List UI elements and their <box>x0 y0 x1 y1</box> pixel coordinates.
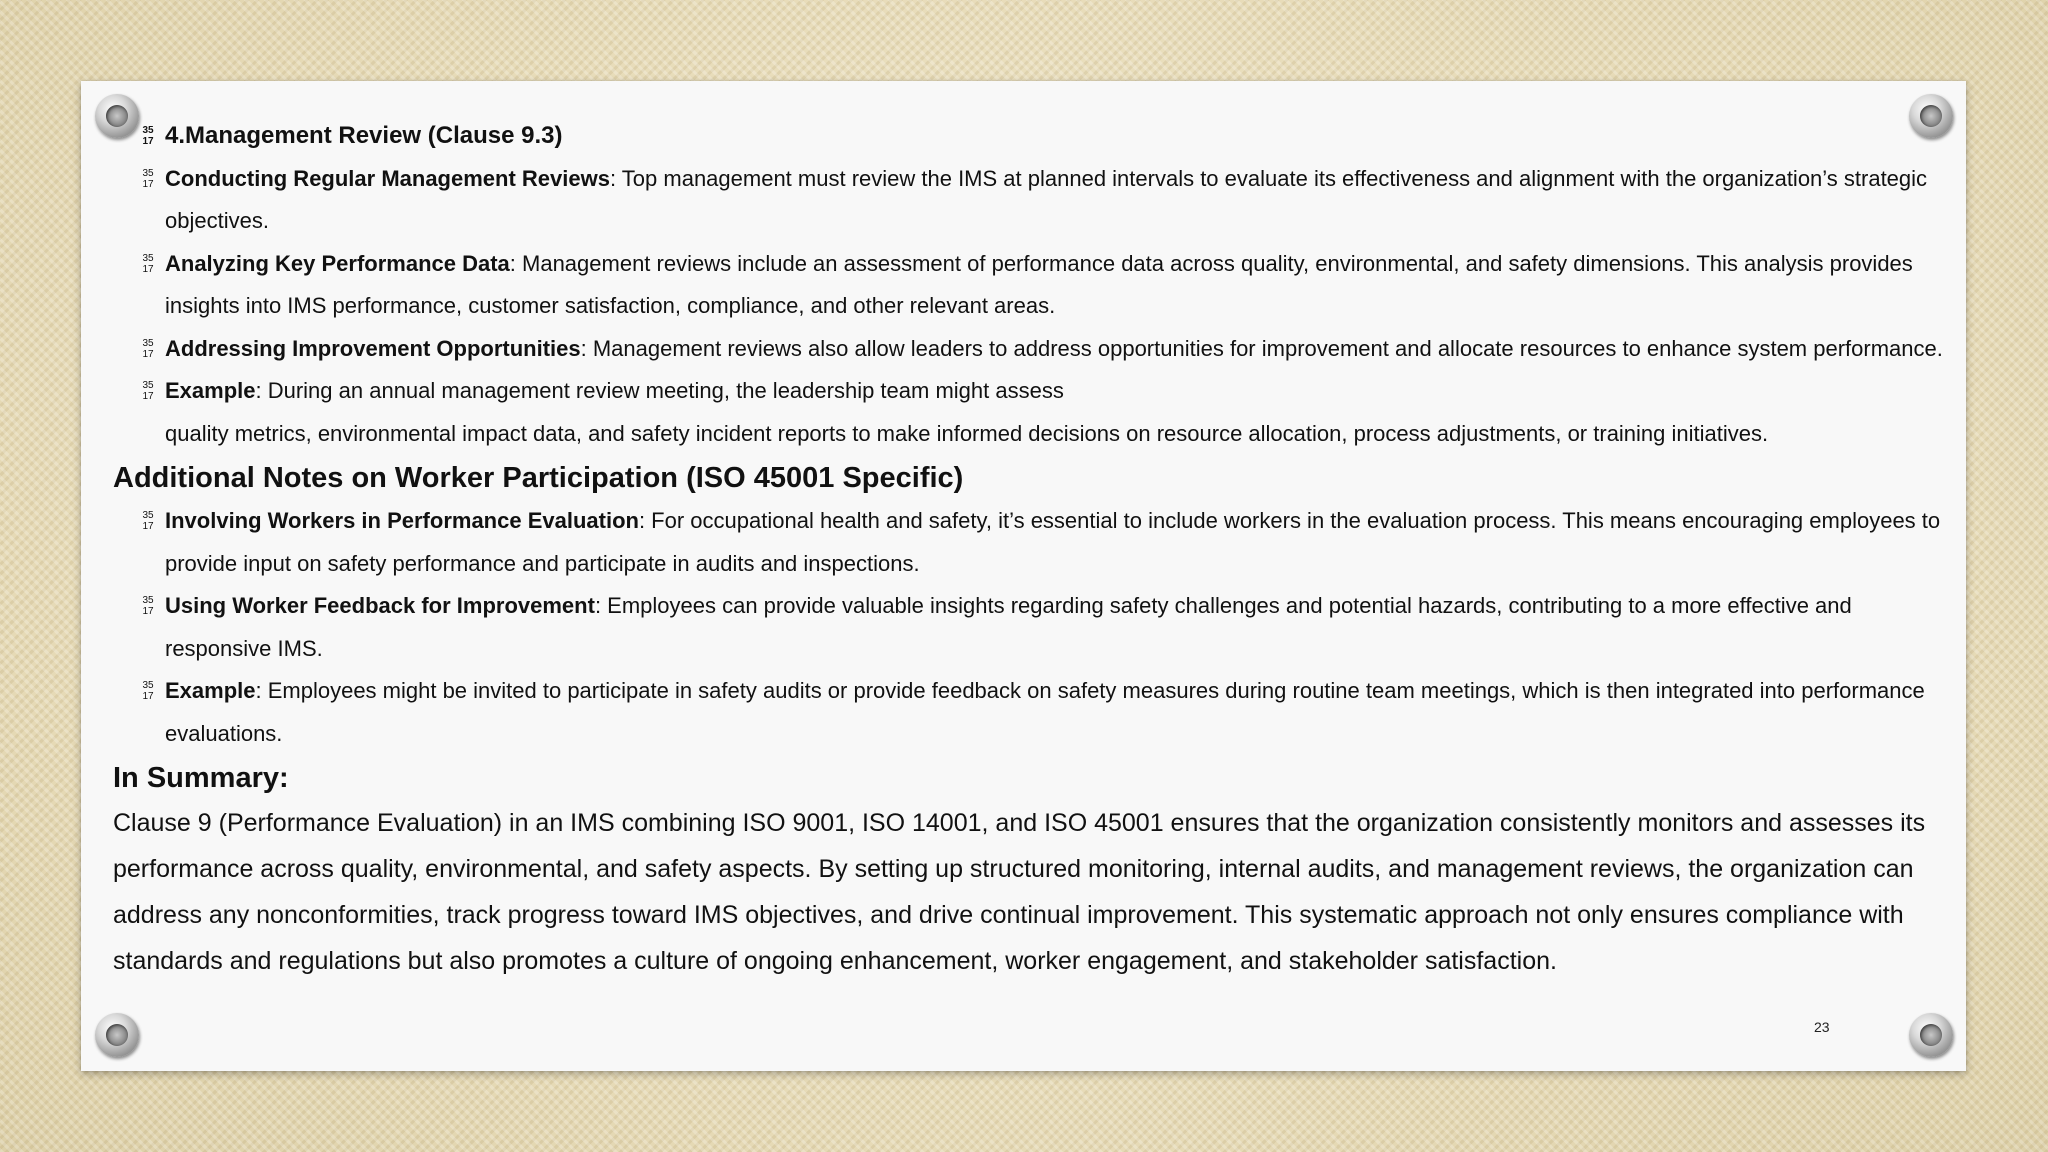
grommet-bottom-right-icon <box>1909 1013 1953 1057</box>
bullet-icon: 35 17 <box>142 380 154 402</box>
list-item: 35 17 Example: Employees might be invited to participate in safety audits or provide feedback on safety measures during routine team meetings, which is then integrated into performance evaluations. <box>142 678 1925 746</box>
list-item: 35 17 Addressing Improvement Opportunities: Management reviews also allow leaders to address opportunities for improvement and allocate resources to enhance system performance. <box>142 335 1943 361</box>
bullet-icon: 35 17 <box>142 337 154 360</box>
list-item: 35 17 Example: During an annual management review meeting, the leadership team might assess quality metrics, environmental impact data, and safety incident reports to make informed decisions on resource allocation, process adjustments, or training initiatives. <box>142 378 1769 446</box>
summary-heading: In Summary: <box>113 762 289 794</box>
list-item: 35 17 Using Worker Feedback for Improvement: Employees can provide valuable insights regarding safety challenges and potential hazards, contributing to a more effective and responsive IMS. <box>142 593 1852 661</box>
list-item: 35 17 Involving Workers in Performance Evaluation: For occupational health and safety, it’s essential to include workers in the evaluation process. This means encouraging employees to provide input on safety performance and participate in audits and inspections. <box>142 508 1941 576</box>
grommet-bottom-left-icon <box>95 1013 139 1057</box>
page-number: 23 <box>1814 1019 1830 1035</box>
bullet-icon: 35 17 <box>142 595 154 617</box>
section-title: 35 17 4.Management Review (Clause 9.3) <box>142 122 563 149</box>
bullet-icon: 35 17 <box>142 680 154 702</box>
slide-content <box>113 115 1953 984</box>
list-item: 35 17 Analyzing Key Performance Data: Management reviews include an assessment of performance data across quality, environmental, and safety dimensions. This analysis provides insights into IMS performance, customer satisfaction, compliance, and other relevant areas. <box>142 250 1913 318</box>
bullet-icon: 35 17 <box>142 167 154 190</box>
bullet-icon: 35 17 <box>142 510 154 532</box>
list-item: 35 17 Conducting Regular Management Reviews: Top management must review the IMS at planned intervals to evaluate its effectiveness and alignment with the organization’s strategic objectives. <box>142 165 1928 233</box>
bullet-icon: 35 17 <box>142 125 154 147</box>
bullet-icon: 35 17 <box>142 252 154 275</box>
summary-paragraph: Clause 9 (Performance Evaluation) in an IMS combining ISO 9001, ISO 14001, and ISO 45001 ensures that the organization consistently monitors and assesses its performance across quality, environmental, and safety aspects. By setting up structured monitoring, internal audits, and management reviews, the organization can address any nonconformities, track progress toward IMS objectives, and drive continual improvement. This systematic approach not only ensures compliance with standards and regulations but also promotes a culture of ongoing enhancement, worker engagement, and stakeholder satisfaction. <box>113 809 1926 975</box>
worker-participation-heading: Additional Notes on Worker Participation (ISO 45001 Specific) <box>113 462 964 494</box>
